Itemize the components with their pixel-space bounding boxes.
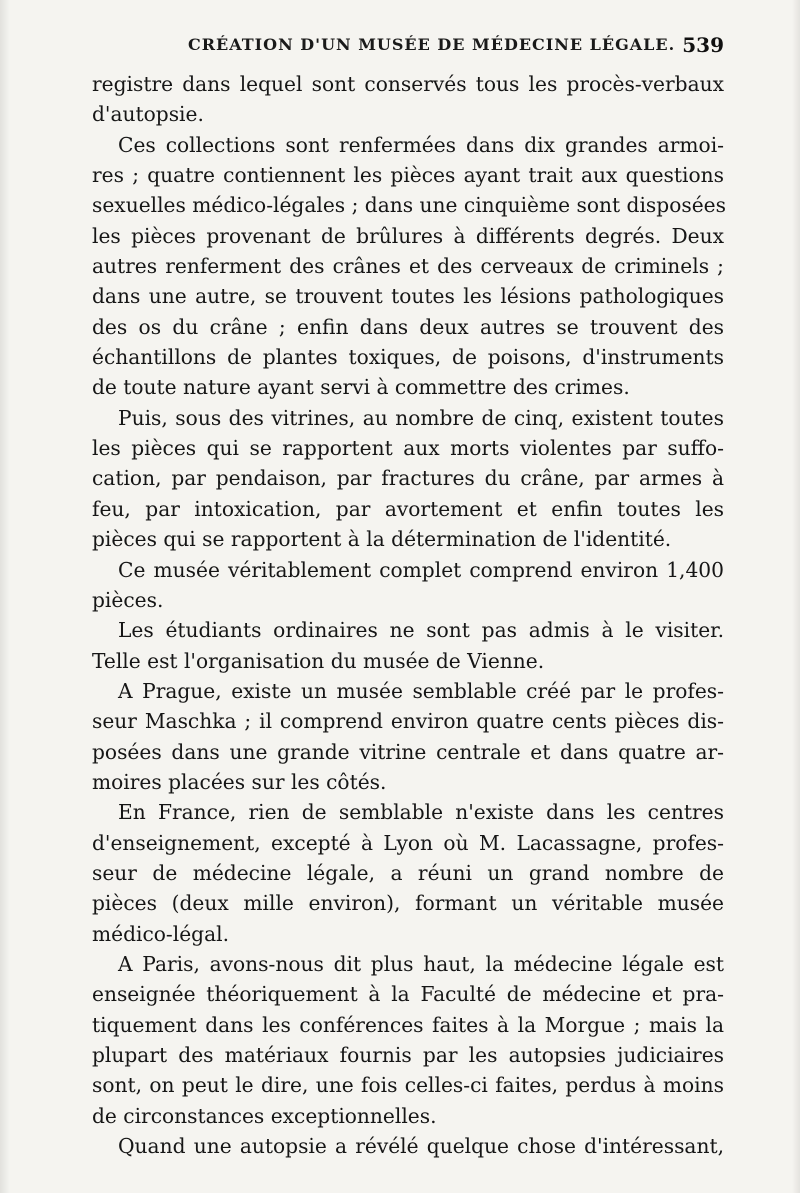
- text-line: échantillons de plantes toxiques, de poisons, d'instruments: [92, 345, 724, 370]
- text-line: Les étudiants ordinaires ne sont pas admis à le visiter.: [118, 618, 724, 643]
- text-line: pièces (deux mille environ), formant un véritable musée: [92, 891, 724, 916]
- text-line: médico-légal.: [92, 921, 229, 946]
- page-edge-shadow: [792, 0, 800, 1193]
- text-line: seur de médecine légale, a réuni un grand nombre de: [92, 860, 724, 885]
- text-line: de toute nature ayant servi à commettre des crimes.: [92, 375, 630, 400]
- text-line: autres renferment des crânes et des cerveaux de criminels ;: [92, 254, 724, 279]
- text-line: Ces collections sont renfermées dans dix grandes armoi-: [118, 132, 724, 157]
- page-header: [92, 35, 724, 59]
- page-number: 539: [682, 33, 724, 57]
- text-line: sont, on peut le dire, une fois celles-ci faites, perdus à moins: [92, 1073, 724, 1098]
- text-line: A Paris, avons-nous dit plus haut, la médecine légale est: [118, 951, 724, 976]
- text-line: res ; quatre contiennent les pièces ayant trait aux questions: [92, 163, 724, 188]
- running-head: CRÉATION D'UN MUSÉE DE MÉDECINE LÉGALE.: [188, 35, 676, 54]
- text-line: pièces qui se rapportent à la détermination de l'identité.: [92, 527, 672, 552]
- text-line: sexuelles médico-légales ; dans une cinquième sont disposées: [92, 193, 726, 218]
- text-line: moires placées sur les côtés.: [92, 769, 387, 794]
- text-line: Puis, sous des vitrines, au nombre de cinq, existent toutes: [118, 405, 724, 430]
- text-line: registre dans lequel sont conservés tous les procès-verbaux: [92, 72, 724, 96]
- text-line: seur Maschka ; il comprend environ quatre cents pièces dis-: [92, 709, 724, 734]
- page-gutter-shadow: [0, 0, 10, 1193]
- text-line: les pièces provenant de brûlures à différents degrés. Deux: [92, 223, 724, 248]
- text-line: En France, rien de semblable n'existe dans les centres: [118, 800, 724, 825]
- text-line: d'enseignement, excepté à Lyon où M. Lacassagne, profes-: [92, 830, 724, 855]
- text-line: posées dans une grande vitrine centrale et dans quatre ar-: [92, 739, 724, 764]
- text-line: des os du crâne ; enfin dans deux autres se trouvent des: [92, 314, 724, 339]
- text-line: Ce musée véritablement complet comprend environ 1,400: [118, 557, 724, 582]
- text-line: Telle est l'organisation du musée de Vienne.: [92, 648, 545, 673]
- text-line: cation, par pendaison, par fractures du crâne, par armes à: [92, 466, 724, 491]
- text-line: A Prague, existe un musée semblable créé par le profes-: [118, 678, 724, 703]
- text-line: pièces.: [92, 587, 164, 612]
- text-line: d'autopsie.: [92, 102, 204, 127]
- text-line: Quand une autopsie a révélé quelque chose d'intéressant,: [118, 1134, 724, 1159]
- text-line: dans une autre, se trouvent toutes les lésions pathologiques: [92, 284, 724, 309]
- text-line: tiquement dans les conférences faites à la Morgue ; mais la: [92, 1012, 724, 1037]
- text-line: plupart des matériaux fournis par les autopsies judiciaires: [92, 1043, 724, 1067]
- body-text: [92, 69, 724, 1161]
- text-line: de circonstances exceptionnelles.: [92, 1103, 437, 1128]
- text-line: les pièces qui se rapportent aux morts violentes par suffo-: [92, 436, 724, 461]
- text-line: feu, par intoxication, par avortement et enfin toutes les: [92, 496, 724, 521]
- text-line: enseignée théoriquement à la Faculté de médecine et pra-: [92, 982, 724, 1007]
